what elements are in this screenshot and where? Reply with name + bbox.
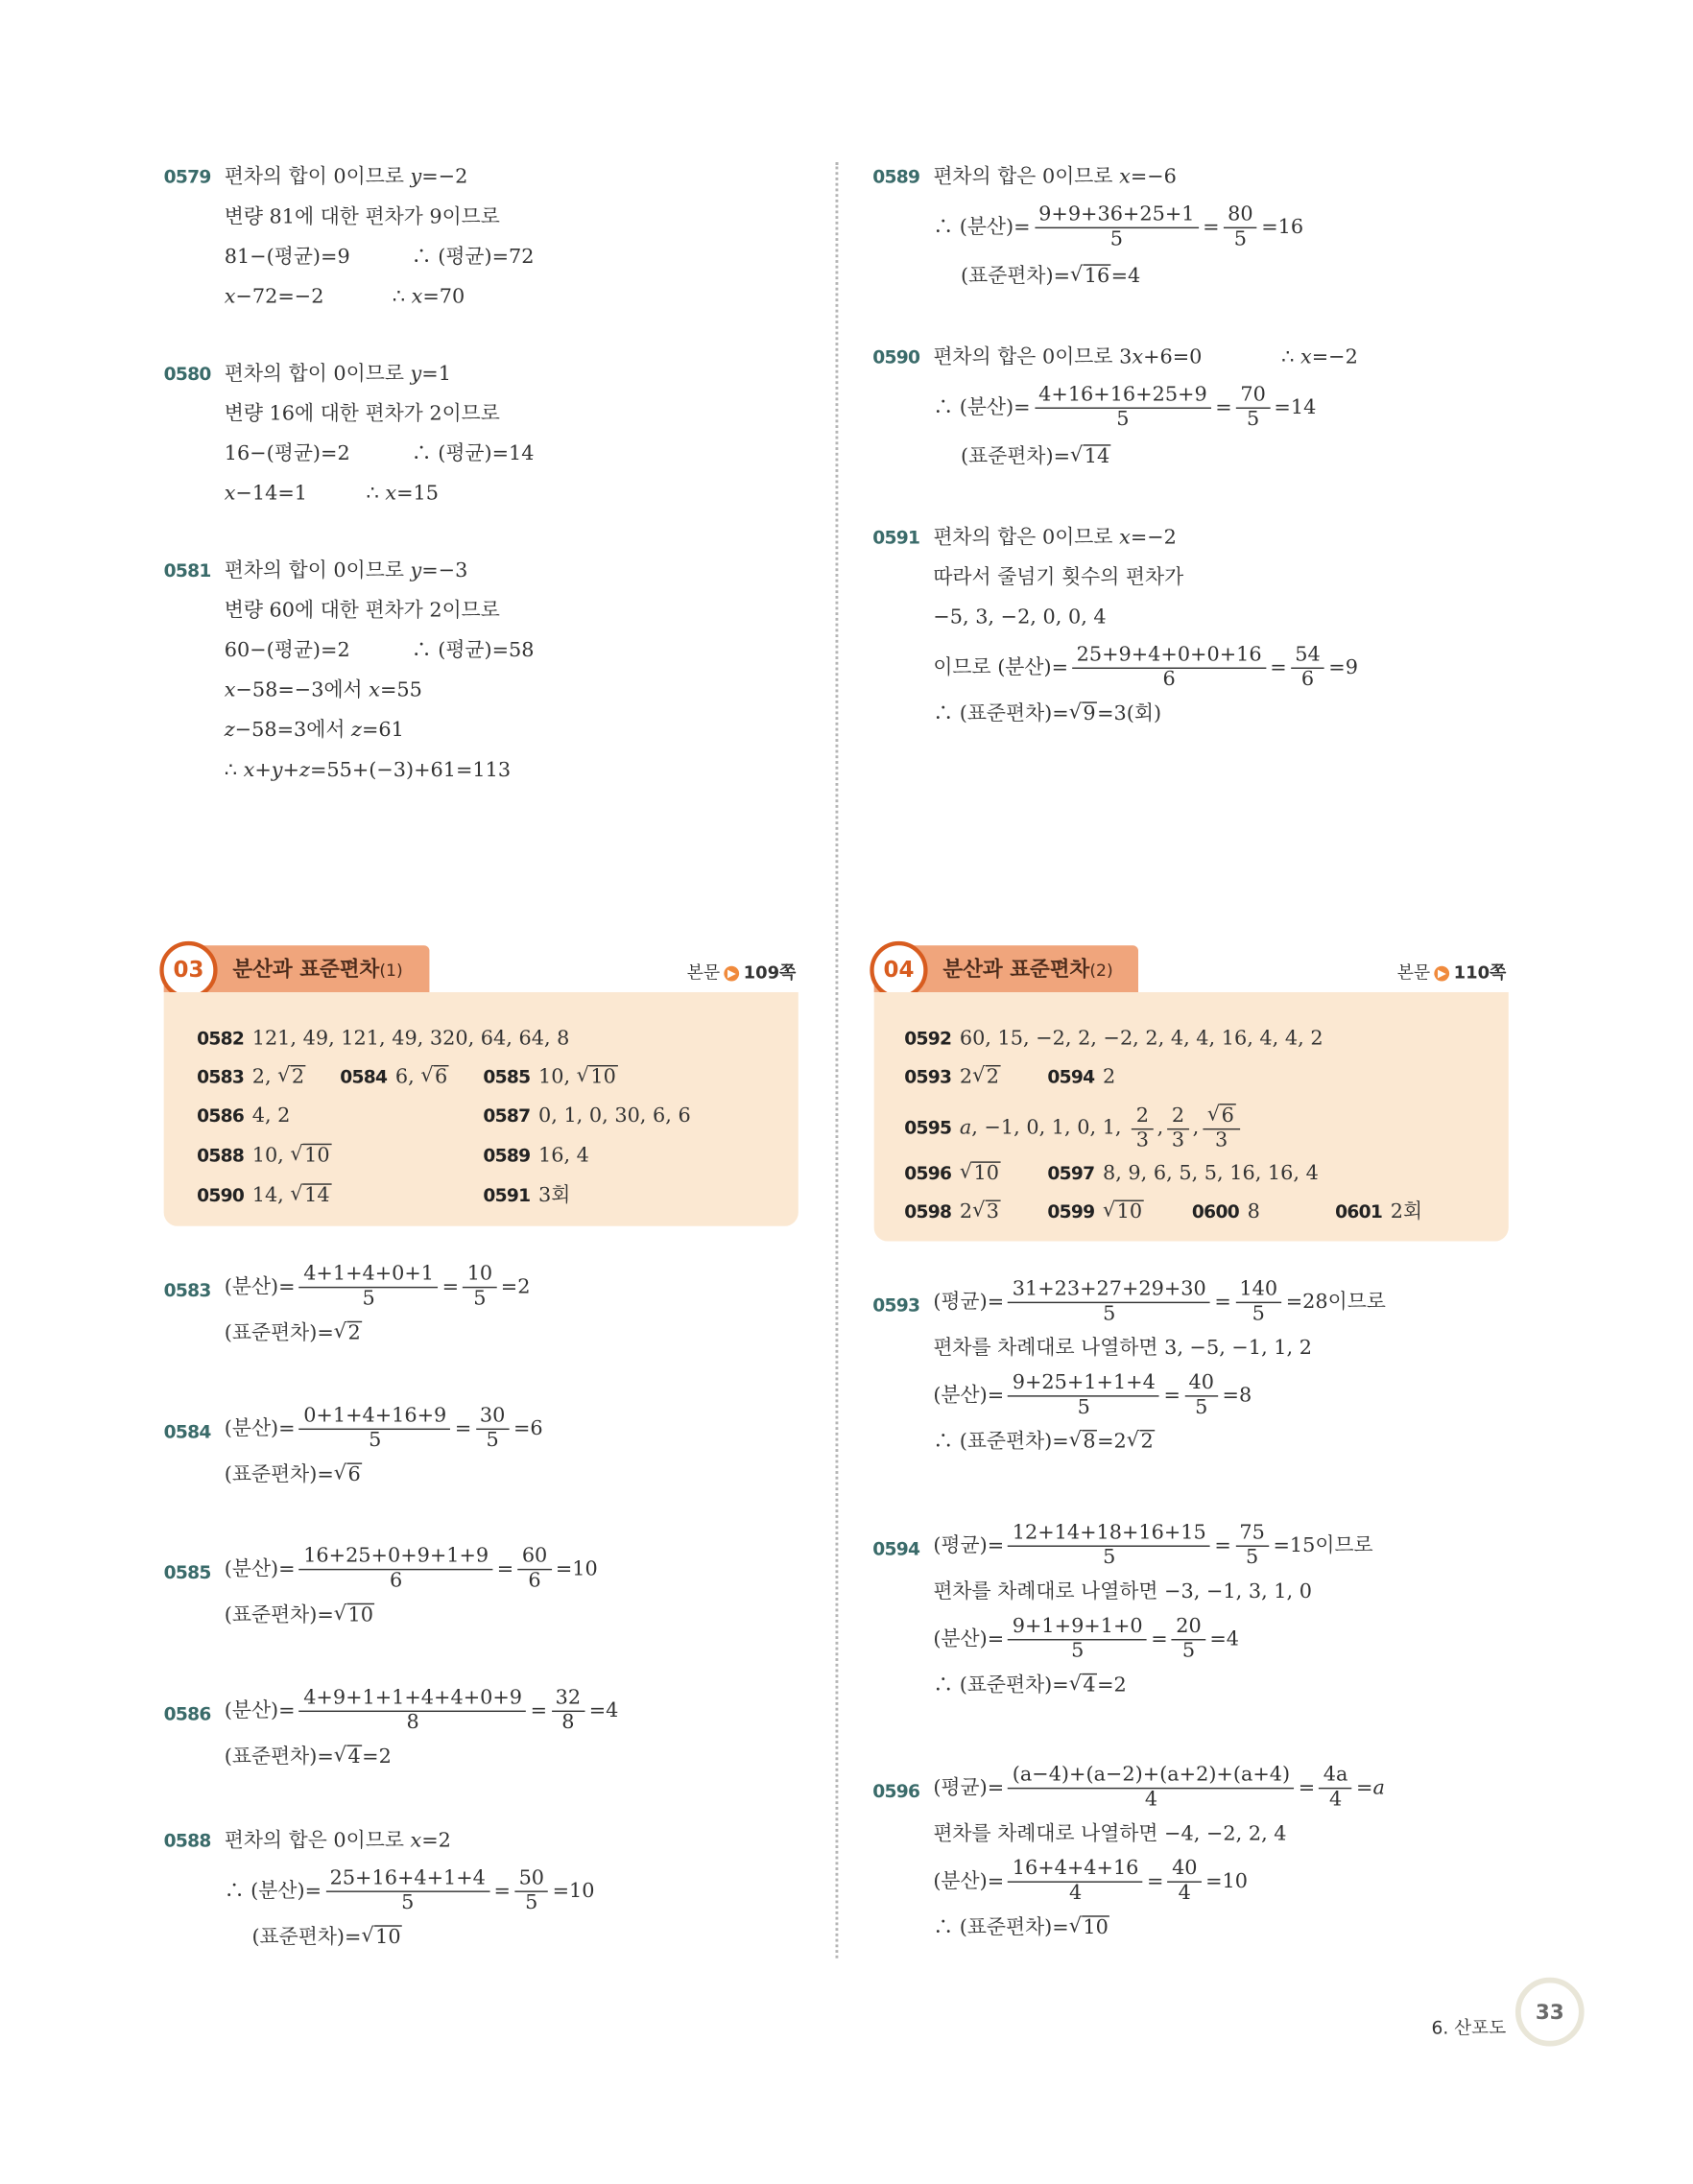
answer-0594: 0594 2 — [1047, 1066, 1116, 1089]
answer-0592: 0592 60, 15, −2, 2, −2, 2, 4, 4, 16, 4, 4, 2 — [904, 1028, 1323, 1051]
problem-0593: 0593 (평균)= $\frac{31+23+27+29+30}{5}$ = $\frac{140}{5}$ =28이므로 편차를 차례대로 나열하면 3, −5, −1, 1, 2 (분산)= $\frac{9+25+1+1+4}{5}$ = $\frac{40}{5}$ =8 ∴ (표준편차)=√8=2√2 — [872, 1278, 1386, 1454]
fraction: $\frac{9+9+36+25+1}{5}$ — [1035, 203, 1199, 251]
fraction: $\frac{80}{5}$ — [1224, 203, 1257, 251]
answer-0598: 0598 2√3 — [904, 1199, 1000, 1223]
problem-number: 0593 — [872, 1295, 920, 1318]
answer-0585: 0585 10, √10 — [483, 1064, 616, 1089]
fraction: $\frac{70}{5}$ — [1236, 384, 1270, 432]
fraction: $\frac{32}{8}$ — [551, 1687, 584, 1735]
problem-number: 0586 — [163, 1704, 211, 1726]
problem-number: 0581 — [163, 561, 211, 582]
problem-0584: 0584 (분산)= $\frac{0+1+4+16+9}{5}$ = $\frac{30}{5}$ =6 (표준편차)=√6 — [163, 1405, 543, 1486]
fraction: $\frac{2}{3}$ — [1168, 1104, 1189, 1152]
answer-0583: 0583 2, √2 — [197, 1064, 305, 1089]
problem-number: 0589 — [872, 167, 920, 189]
problem-0591: 0591 편차의 합은 0이므로 x=−2 따라서 줄넘기 횟수의 편차가 −5, 3, −2, 0, 0, 4 이므로 (분산)= $\frac{25+9+4+0+0+16}{6}$ = $\frac{54}{6}$ =9 ∴ (표준편차)=√9=3(회) — [933, 519, 1358, 735]
section-03-page-ref: 본문 ▶ 109쪽 — [686, 961, 797, 983]
section-badge: 03 — [159, 941, 217, 999]
problem-number: 0594 — [872, 1539, 920, 1561]
fraction: $\frac{4+9+1+1+4+4+0+9}{8}$ — [299, 1687, 526, 1735]
section-04-answer-box — [874, 992, 1509, 1242]
problem-0596: 0596 (평균)= $\frac{(a-4)+(a-2)+(a+2)+(a+4)}{4}$ = $\frac{4a}{4}$ =a 편차를 차례대로 나열하면 −4, −2, 2, 4 (분산)= $\frac{16+4+4+16}{4}$ = $\frac{40}{4}$ =10 ∴ (표준편차)=√10 — [872, 1764, 1385, 1939]
problem-0581: 0581 편차의 합이 0이므로 y=−3 변량 60에 대한 편차가 2이므로 60−(평균)=2 ∴ (평균)=58 x−58=−3에서 x=55 z−58=3에서 z=61 ∴ x+y+z=55+(−3)+61=113 — [225, 552, 535, 792]
answer-0586: 0586 4, 2 — [197, 1104, 291, 1128]
fraction: $\frac{25+9+4+0+0+16}{6}$ — [1072, 644, 1266, 692]
fraction: $\frac{16+4+4+16}{4}$ — [1008, 1858, 1142, 1906]
fraction: $\frac{10}{5}$ — [463, 1264, 496, 1312]
answer-0597: 0597 8, 9, 6, 5, 5, 16, 16, 4 — [1047, 1162, 1319, 1185]
section-04-header — [874, 945, 1138, 992]
answer-0590: 0590 14, √14 — [197, 1183, 330, 1207]
fraction: $\frac{4+16+16+25+9}{5}$ — [1035, 384, 1211, 432]
section-04-page-ref: 본문 ▶ 110쪽 — [1396, 961, 1507, 983]
fraction: $\frac{30}{5}$ — [476, 1405, 510, 1453]
fraction: $\frac{√6}{3}$ — [1204, 1104, 1240, 1152]
fraction: $\frac{31+23+27+29+30}{5}$ — [1008, 1278, 1210, 1326]
fraction: $\frac{25+16+4+1+4}{5}$ — [325, 1867, 489, 1915]
section-title: 분산과 표준편차(1) — [232, 956, 403, 982]
answer-0587: 0587 0, 1, 0, 30, 6, 6 — [483, 1104, 691, 1128]
fraction: $\frac{40}{5}$ — [1184, 1372, 1218, 1420]
answer-0589: 0589 16, 4 — [483, 1145, 589, 1168]
fraction: $\frac{50}{5}$ — [514, 1867, 548, 1915]
arrow-right-icon: ▶ — [1435, 966, 1450, 982]
answer-0593: 0593 2√2 — [904, 1064, 1000, 1089]
problem-0586: 0586 (분산)= $\frac{4+9+1+1+4+4+0+9}{8}$ = $\frac{32}{8}$ =4 (표준편차)=√4=2 — [163, 1687, 619, 1769]
section-badge: 04 — [870, 941, 927, 999]
fraction: $\frac{20}{5}$ — [1172, 1616, 1205, 1664]
problem-0580: 0580 편차의 합이 0이므로 y=1 변량 16에 대한 편차가 2이므로 16−(평균)=2 ∴ (평균)=14 x−14=1 ∴ x=15 — [225, 355, 535, 514]
problem-number: 0579 — [163, 167, 211, 189]
fraction: $\frac{40}{4}$ — [1168, 1858, 1202, 1906]
problem-number: 0580 — [163, 365, 211, 386]
problem-number: 0591 — [872, 528, 920, 550]
answer-0584: 0584 6, √6 — [340, 1064, 448, 1089]
problem-0585: 0585 (분산)= $\frac{16+25+0+9+1+9}{6}$ = $\frac{60}{6}$ =10 (표준편차)=√10 — [163, 1545, 598, 1627]
problem-0590: 0590 편차의 합은 0이므로 3x+6=0 ∴ x=−2 ∴ (분산)= $\frac{4+16+16+25+9}{5}$ = $\frac{70}{5}$ =14 (표준편차)=√14 — [933, 339, 1358, 478]
problem-number: 0588 — [163, 1831, 211, 1853]
section-03-answer-box — [164, 992, 799, 1226]
problem-number: 0585 — [163, 1563, 211, 1584]
problem-number: 0583 — [163, 1281, 211, 1302]
problem-0589: 0589 편차의 합은 0이므로 x=−6 ∴ (분산)= $\frac{9+9+36+25+1}{5}$ = $\frac{80}{5}$ =16 (표준편차)=√16=4 — [933, 158, 1303, 297]
answer-0596: 0596 √10 — [904, 1161, 999, 1185]
fraction: $\frac{9+1+9+1+0}{5}$ — [1008, 1616, 1146, 1664]
problem-number: 0590 — [872, 347, 920, 369]
answer-0591: 0591 3회 — [483, 1184, 571, 1207]
page-number: 33 — [1515, 1978, 1585, 2047]
fraction: $\frac{9+25+1+1+4}{5}$ — [1008, 1372, 1159, 1420]
fraction: $\frac{16+25+0+9+1+9}{6}$ — [299, 1545, 493, 1593]
answer-0599: 0599 √10 — [1047, 1199, 1143, 1223]
problem-number: 0584 — [163, 1422, 211, 1444]
answer-0582: 0582 121, 49, 121, 49, 320, 64, 64, 8 — [197, 1028, 570, 1051]
fraction: $\frac{0+1+4+16+9}{5}$ — [299, 1405, 451, 1453]
fraction: $\frac{54}{6}$ — [1291, 644, 1324, 692]
fraction: $\frac{140}{5}$ — [1235, 1278, 1281, 1326]
fraction: $\frac{75}{5}$ — [1235, 1522, 1269, 1570]
fraction: $\frac{60}{6}$ — [518, 1545, 552, 1593]
answer-0595: 0595 a, −1, 0, 1, 0, 1, $\frac{2}{3}$ , $\frac{2}{3}$ , $\frac{√6}{3}$ — [904, 1103, 1244, 1156]
fraction: $\frac{4+1+4+0+1}{5}$ — [299, 1264, 438, 1312]
problem-0588: 0588 편차의 합은 0이므로 x=2 ∴ (분산)= $\frac{25+16+4+1+4}{5}$ = $\frac{50}{5}$ =10 (표준편차)=√10 — [225, 1822, 595, 1958]
fraction: $\frac{12+14+18+16+15}{5}$ — [1008, 1522, 1210, 1570]
problem-0579: 0579 편차의 합이 0이므로 y=−2 변량 81에 대한 편차가 9이므로 81−(평균)=9 ∴ (평균)=72 x−72=−2 ∴ x=70 — [225, 158, 535, 318]
fraction: $\frac{2}{3}$ — [1132, 1104, 1153, 1152]
problem-0583: 0583 (분산)= $\frac{4+1+4+0+1}{5}$ = $\frac{10}{5}$ =2 (표준편차)=√2 — [163, 1263, 531, 1345]
column-divider — [835, 162, 838, 1958]
section-title: 분산과 표준편차(2) — [942, 956, 1113, 982]
fraction: $\frac{4a}{4}$ — [1319, 1765, 1351, 1813]
problem-0594: 0594 (평균)= $\frac{12+14+18+16+15}{5}$ = $\frac{75}{5}$ =15이므로 편차를 차례대로 나열하면 −3, −1, 3, 1, 0 (분산)= $\frac{9+1+9+1+0}{5}$ = $\frac{20}{5}$ =4 ∴ (표준편차)=√4=2 — [872, 1522, 1373, 1697]
section-03-header — [164, 945, 430, 992]
chapter-label: 6. 산포도 — [1431, 2018, 1507, 2040]
arrow-right-icon: ▶ — [725, 966, 740, 982]
problem-number: 0596 — [872, 1782, 920, 1803]
answer-0600: 0600 8 — [1191, 1200, 1260, 1223]
fraction: $\frac{(a-4)+(a-2)+(a+2)+(a+4)}{4}$ — [1008, 1765, 1294, 1813]
answer-0601: 0601 2회 — [1335, 1200, 1423, 1223]
answer-0588: 0588 10, √10 — [197, 1143, 330, 1168]
